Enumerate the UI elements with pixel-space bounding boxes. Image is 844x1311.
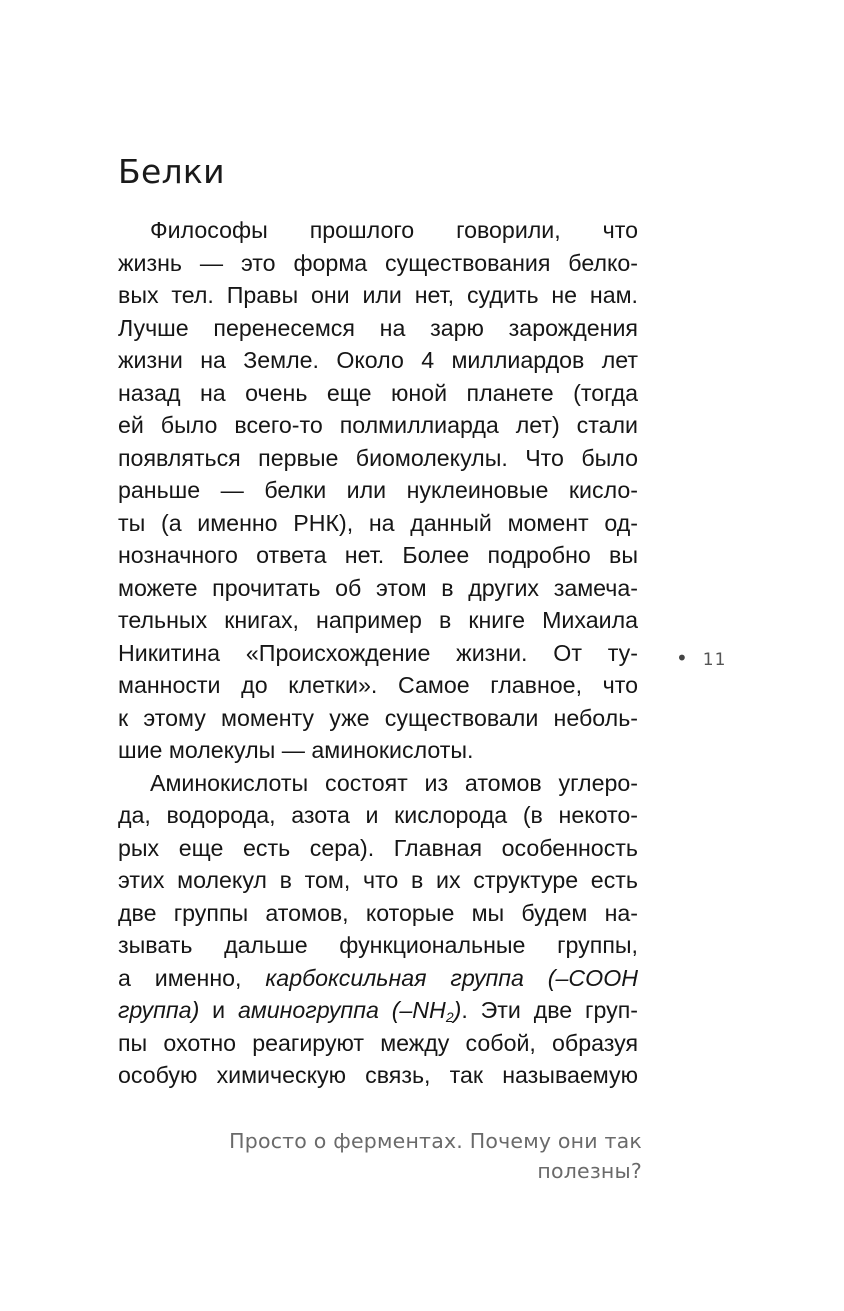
text-line: особую химическую связь, так называемую: [118, 1062, 638, 1088]
text-line: Философы прошлого говорили, что: [150, 217, 638, 243]
text-line: [118, 962, 638, 995]
running-footer: Просто о ферментах. Почему они так полезны?: [229, 1129, 642, 1183]
amino-group-label: аминогруппа (–NH: [237, 997, 446, 1023]
subscript: 2: [445, 1009, 454, 1025]
text-line: рых еще есть сера). Главная особенность: [118, 834, 638, 861]
text-line: вых тел. Правы они или нет, судить не нам.: [118, 282, 638, 308]
paragraph-1: [118, 214, 638, 767]
line-prefix: а именно,: [118, 964, 266, 991]
text-line: ты (а именно РНК), на данный момент од-: [118, 509, 638, 536]
paragraph-2: [118, 767, 638, 1092]
text-line: назад на очень еще юной планете (тогда: [118, 379, 638, 406]
text-line: шие молекулы — аминокислоты.: [118, 737, 474, 763]
group-term: группа): [118, 997, 200, 1023]
carboxyl-group-term: карбоксильная группа (–COOH: [265, 964, 638, 991]
text-line: две группы атомов, которые мы будем на-: [118, 899, 638, 926]
text-line: ей было всего-то полмиллиарда лет) стали: [118, 412, 638, 438]
text-line: тельных книгах, например в книге Михаила: [118, 607, 638, 633]
text-line: появляться первые биомолекулы. Что было: [118, 444, 638, 471]
text-line: этих молекул в том, что в их структуре есть: [118, 867, 638, 893]
text-line: Аминокислоты состоят из атомов углеро-: [150, 769, 638, 796]
line-suffix: . Эти две груп-: [461, 997, 638, 1023]
page-number-value: 11: [702, 650, 727, 670]
text-line: раньше — белки или нуклеиновые кисло-: [118, 477, 638, 503]
text-line: да, водорода, азота и кислорода (в некото-: [118, 802, 638, 828]
text-line: Никитина «Происхождение жизни. От ту-: [118, 639, 638, 666]
closing-paren: ): [453, 997, 462, 1023]
text-line: жизни на Земле. Около 4 миллиардов лет: [118, 347, 638, 373]
text-line: пы охотно реагируют между собой, образуя: [118, 1029, 638, 1056]
chapter-title: Белки: [118, 152, 225, 191]
text-line: можете прочитать об этом в других замеча-: [118, 574, 638, 601]
text-line: к этому моменту уже существовали неболь-: [118, 704, 638, 731]
text-line: жизнь — это форма существования белко-: [118, 249, 638, 276]
text-line: нозначного ответа нет. Более подробно вы: [118, 542, 638, 568]
text-line: манности до клетки». Самое главное, что: [118, 672, 638, 698]
bullet-icon: •: [676, 646, 689, 670]
amino-group-term: [238, 997, 461, 1023]
page-number: [676, 646, 726, 672]
conjunction: и: [199, 997, 238, 1023]
text-line: [118, 994, 638, 1027]
text-line: зывать дальше функциональные группы,: [118, 932, 638, 958]
text-line: Лучше перенесемся на зарю зарождения: [118, 314, 638, 341]
body-text: [118, 214, 638, 1092]
